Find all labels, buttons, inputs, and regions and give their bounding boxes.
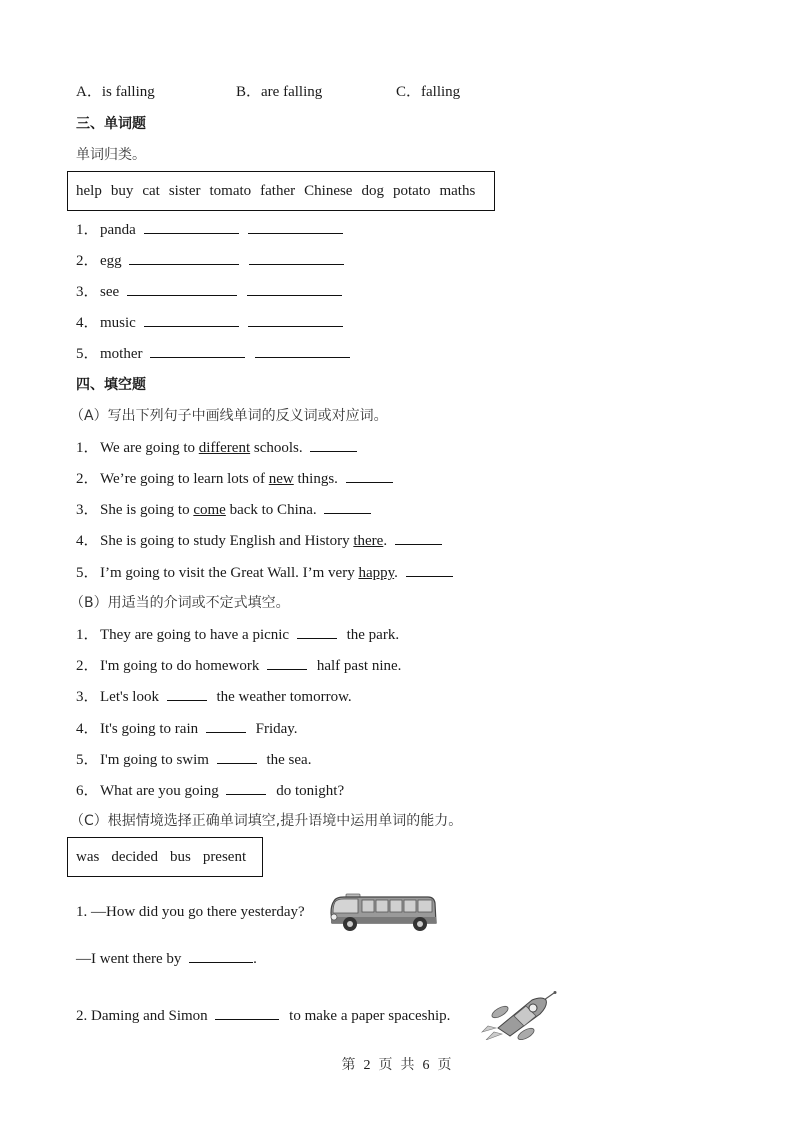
- answer-blank[interactable]: [267, 655, 307, 670]
- section-4-heading: 四、填空题: [76, 377, 146, 393]
- section-3-heading: 三、单词题: [76, 116, 146, 132]
- underlined-word: different: [198, 440, 251, 456]
- word-bank-item: help: [76, 182, 102, 199]
- option-a: A．is falling: [76, 84, 155, 100]
- word-bank-item: father: [260, 182, 296, 199]
- answer-blank[interactable]: [249, 250, 344, 265]
- answer-blank[interactable]: [324, 499, 371, 514]
- classify-item: 5．mother: [76, 343, 350, 364]
- classify-item: 4．music: [76, 312, 343, 333]
- answer-blank[interactable]: [255, 343, 350, 358]
- part-b-item: 3．Let's look the weather tomorrow.: [76, 686, 352, 707]
- answer-blank[interactable]: [150, 343, 245, 358]
- answer-blank[interactable]: [346, 468, 393, 483]
- answer-blank[interactable]: [167, 686, 207, 701]
- answer-blank[interactable]: [248, 312, 343, 327]
- part-b-item: 5．I'm going to swim the sea.: [76, 749, 311, 770]
- answer-blank[interactable]: [395, 530, 442, 545]
- answer-blank[interactable]: [310, 437, 357, 452]
- classify-item: 1．panda: [76, 219, 343, 240]
- part-b-item: 6．What are you going do tonight?: [76, 780, 344, 801]
- option-c: C．falling: [396, 84, 461, 100]
- part-b-item: 1．They are going to have a picnic the park.: [76, 624, 399, 645]
- answer-blank[interactable]: [226, 780, 266, 795]
- page-footer: 第 2 页 共 6 页: [341, 1057, 452, 1073]
- answer-blank[interactable]: [206, 718, 246, 733]
- part-b-instruction: （B）用适当的介词或不定式填空。: [70, 595, 290, 611]
- underlined-word: there: [353, 533, 384, 549]
- answer-blank[interactable]: [297, 624, 337, 639]
- part-c-question-2: 2. Daming and Simon to make a paper spaceship.: [76, 1005, 450, 1026]
- rocket-icon: [474, 990, 560, 1040]
- answer-blank[interactable]: [247, 281, 342, 296]
- word-bank-item: Chinese: [304, 182, 353, 199]
- answer-blank[interactable]: [406, 562, 453, 577]
- classify-item: 3．see: [76, 281, 342, 302]
- answer-blank[interactable]: [248, 219, 343, 234]
- word-bank-item: buy: [110, 182, 134, 199]
- word-bank-item: dog: [361, 182, 384, 199]
- underlined-word: happy: [358, 565, 395, 581]
- word-bank-item: sister: [168, 182, 201, 199]
- word-bank-box: [67, 171, 495, 211]
- part-b-item: 2．I'm going to do homework half past nine.: [76, 655, 401, 676]
- option-b: B．are falling: [236, 84, 323, 100]
- word-bank-box-c: [67, 837, 263, 877]
- answer-blank[interactable]: [144, 312, 239, 327]
- word-bank-item: present: [202, 848, 247, 865]
- part-a-item: 3．She is going to come back to China.: [76, 499, 371, 520]
- part-c-instruction: （C）根据情境选择正确单词填空,提升语境中运用单词的能力。: [70, 813, 463, 829]
- word-bank-item: tomato: [209, 182, 252, 199]
- underlined-word: new: [268, 471, 294, 487]
- part-a-item: 2．We’re going to learn lots of new things.: [76, 468, 393, 489]
- word-bank-item: maths: [439, 182, 476, 199]
- part-c-answer-1: —I went there by .: [76, 948, 257, 969]
- classify-item: 2．egg: [76, 250, 344, 271]
- underlined-word: come: [193, 502, 226, 518]
- word-bank-item: was: [76, 848, 100, 865]
- part-a-item: 1．We are going to different schools.: [76, 437, 357, 458]
- answer-blank[interactable]: [127, 281, 237, 296]
- answer-blank[interactable]: [217, 749, 257, 764]
- word-bank-item: potato: [392, 182, 431, 199]
- part-a-item: 4．She is going to study English and History there.: [76, 530, 442, 551]
- part-c-question-1: 1. —How did you go there yesterday?: [76, 904, 305, 920]
- part-a-item: 5．I’m going to visit the Great Wall. I’m very happy.: [76, 562, 453, 583]
- word-bank-item: decided: [111, 848, 158, 865]
- answer-blank[interactable]: [144, 219, 239, 234]
- section-3-instruction: 单词归类。: [76, 147, 146, 163]
- word-bank-item: cat: [142, 182, 160, 199]
- word-bank-item: bus: [169, 848, 191, 865]
- part-a-instruction: （A）写出下列句子中画线单词的反义词或对应词。: [70, 408, 388, 424]
- answer-blank[interactable]: [215, 1005, 279, 1020]
- part-b-item: 4．It's going to rain Friday.: [76, 718, 298, 739]
- answer-blank[interactable]: [189, 948, 253, 963]
- bus-icon: [328, 893, 438, 933]
- answer-blank[interactable]: [129, 250, 239, 265]
